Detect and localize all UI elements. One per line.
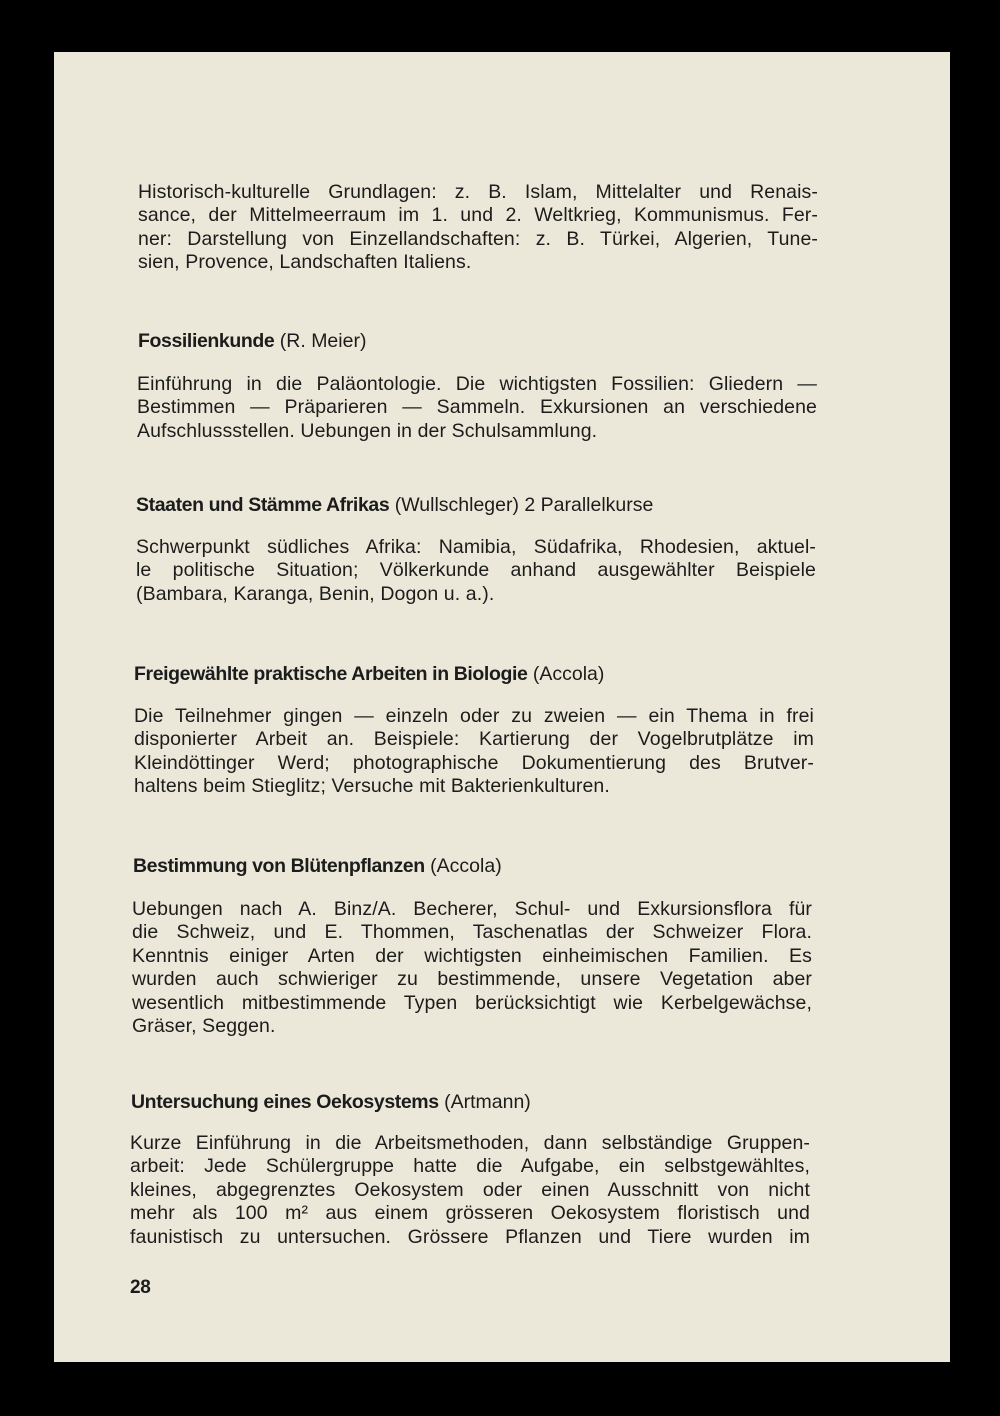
- section-title: Bestimmung von Blütenpflanzen: [133, 855, 425, 877]
- text-line: disponierter Arbeit an. Beispiele: Kartierung der Vogelbrutplätze im: [134, 728, 814, 751]
- text-line: arbeit: Jede Schülergruppe hatte die Aufgabe, ein selbstgewähltes,: [130, 1155, 810, 1178]
- section-body-oekosystem: [130, 1132, 810, 1249]
- section-heading-oekosystem: [131, 1091, 531, 1114]
- text-line: wurden auch schwieriger zu bestimmende, unsere Vegetation aber: [132, 968, 812, 991]
- section-heading-afrika: [136, 494, 653, 517]
- section-instructor: (Wullschleger) 2 Parallelkurse: [389, 494, 654, 516]
- text-line: die Schweiz, und E. Thommen, Taschenatlas der Schweizer Flora.: [132, 921, 812, 944]
- section-instructor: (Accola): [424, 855, 502, 877]
- text-line: Einführung in die Paläontologie. Die wichtigsten Fossilien: Gliedern —: [137, 373, 817, 395]
- text-line: Historisch-kulturelle Grundlagen: z. B. Islam, Mittelalter und Renais-: [138, 181, 818, 203]
- section-heading-biologie: [134, 663, 604, 686]
- text-line: haltens beim Stieglitz; Versuche mit Bakterienkulturen.: [134, 775, 610, 798]
- text-line: Uebungen nach A. Binz/A. Becherer, Schul- und Exkursionsflora für: [132, 898, 812, 920]
- text-line: Gräser, Seggen.: [132, 1015, 276, 1038]
- section-body-biologie: [134, 705, 814, 799]
- section-instructor: (R. Meier): [274, 330, 367, 352]
- section-heading-bluetenpflanzen: [133, 855, 502, 878]
- text-line: Kurze Einführung in die Arbeitsmethoden, dann selbständige Gruppen-: [130, 1132, 810, 1154]
- section-body-fossilienkunde: [137, 373, 817, 443]
- text-line: Kleindöttinger Werd; photographische Dokumentierung des Brutver-: [134, 751, 814, 774]
- section-title: Untersuchung eines Oekosystems: [131, 1091, 439, 1113]
- text-line: Aufschlussstellen. Uebungen in der Schulsammlung.: [137, 419, 598, 442]
- section-body-bluetenpflanzen: [132, 898, 812, 1038]
- text-line: Schwerpunkt südliches Afrika: Namibia, Südafrika, Rhodesien, aktuel-: [136, 536, 816, 558]
- section-heading-fossilienkunde: [138, 330, 366, 353]
- text-line: Kenntnis einiger Arten der wichtigsten einheimischen Familien. Es: [132, 944, 812, 967]
- text-line: sien, Provence, Landschaften Italiens.: [138, 251, 472, 274]
- text-line: mehr als 100 m² aus einem grösseren Oekosystem floristisch und: [130, 1202, 810, 1225]
- text-line: le politische Situation; Völkerkunde anhand ausgewählter Beispiele: [136, 559, 816, 582]
- intro-paragraph: [138, 181, 818, 275]
- document-page: [54, 52, 950, 1362]
- section-instructor: (Artmann): [438, 1091, 531, 1113]
- section-body-afrika: [136, 536, 816, 606]
- text-line: sance, der Mittelmeerraum im 1. und 2. Weltkrieg, Kommunismus. Fer-: [138, 204, 818, 227]
- text-line: wesentlich mitbestimmende Typen berücksichtigt wie Kerbelgewächse,: [132, 991, 812, 1014]
- text-line: Bestimmen — Präparieren — Sammeln. Exkursionen an verschiedene: [137, 396, 817, 419]
- text-line: kleines, abgegrenztes Oekosystem oder einen Ausschnitt von nicht: [130, 1178, 810, 1201]
- page-number: 28: [130, 1277, 151, 1298]
- section-title: Freigewählte praktische Arbeiten in Biologie: [134, 663, 528, 685]
- text-line: (Bambara, Karanga, Benin, Dogon u. a.).: [136, 582, 495, 605]
- text-line: faunistisch zu untersuchen. Grössere Pflanzen und Tiere wurden im: [130, 1225, 810, 1248]
- section-title: Staaten und Stämme Afrikas: [136, 494, 390, 516]
- text-line: Die Teilnehmer gingen — einzeln oder zu zweien — ein Thema in frei: [134, 705, 814, 727]
- section-instructor: (Accola): [527, 663, 605, 685]
- text-line: ner: Darstellung von Einzellandschaften: z. B. Türkei, Algerien, Tune-: [138, 227, 818, 250]
- section-title: Fossilienkunde: [138, 330, 275, 352]
